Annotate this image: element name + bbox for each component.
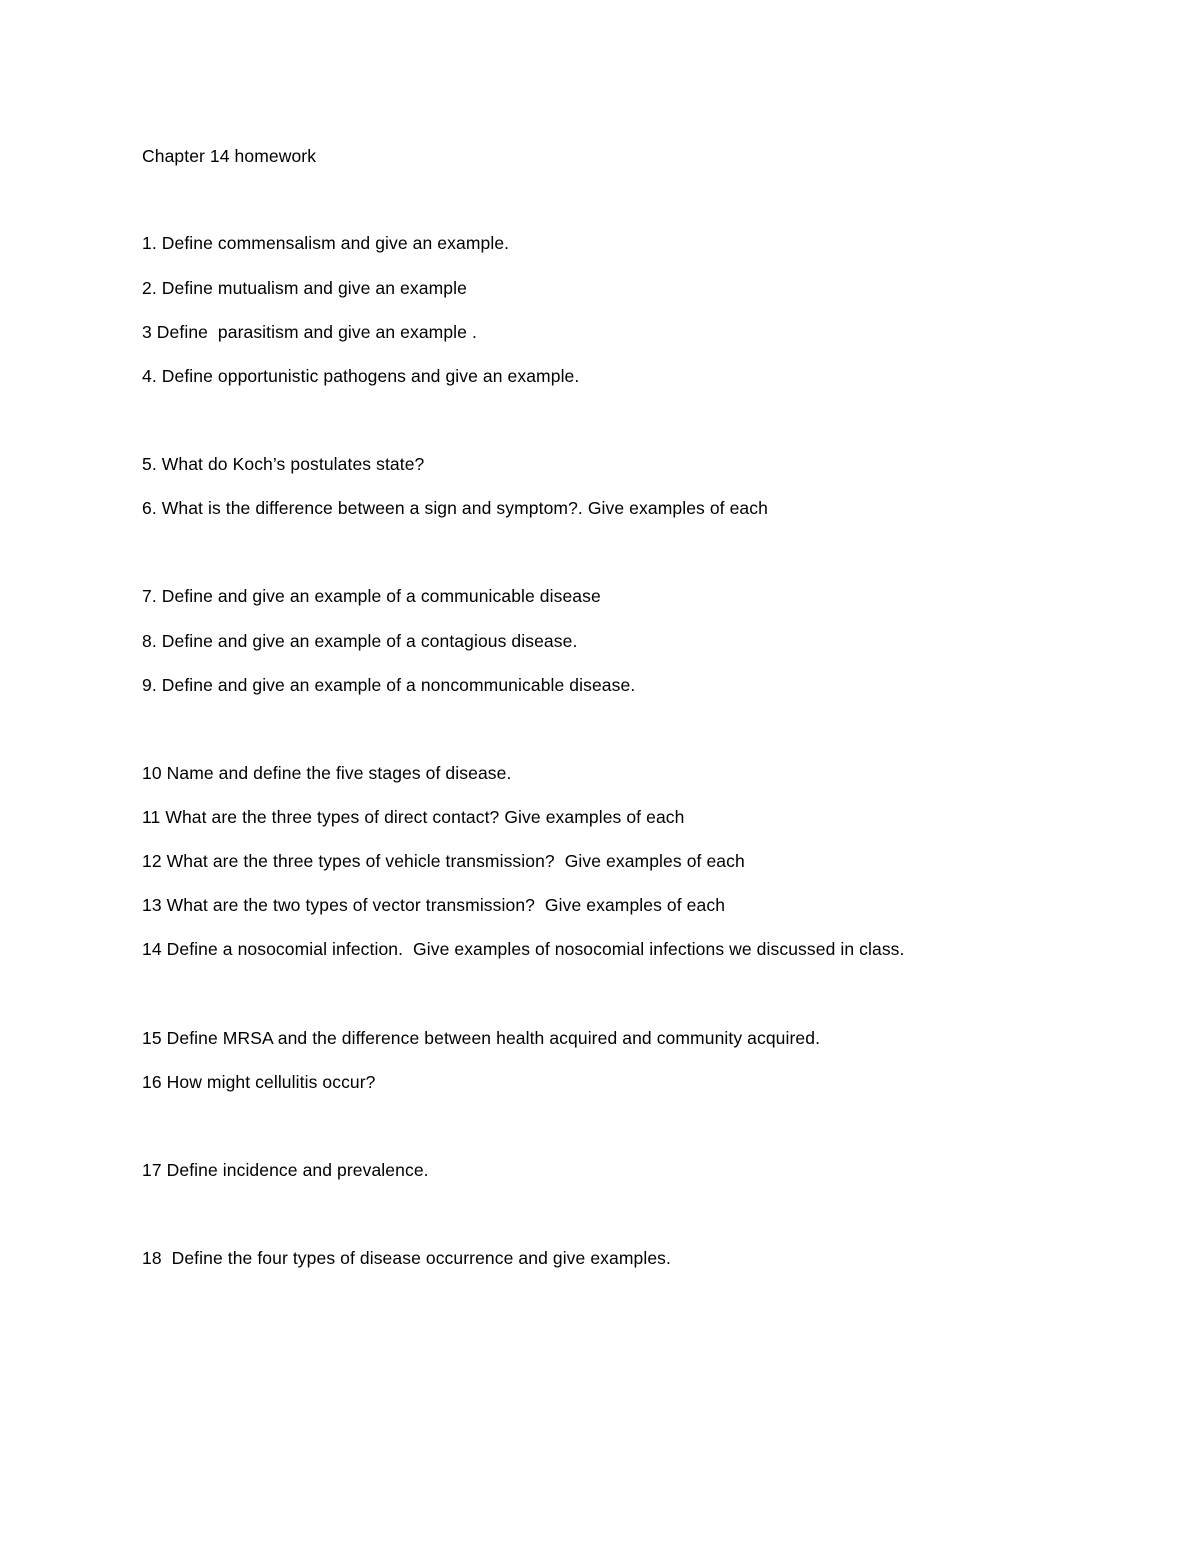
question-item: 1. Define commensalism and give an example. [142,233,510,253]
question-item: 10 Name and define the five stages of disease. [142,763,512,783]
question-item: 3 Define parasitism and give an example . [142,322,477,342]
question-item: 13 What are the two types of vector transmission? Give examples of each [142,895,726,915]
question-item: 11 What are the three types of direct contact? Give examples of each [142,807,685,827]
document-title: Chapter 14 homework [142,146,317,166]
question-item: 18 Define the four types of disease occurrence and give examples. [142,1248,671,1268]
question-item: 9. Define and give an example of a noncommunicable disease. [142,675,636,695]
question-item: 4. Define opportunistic pathogens and give an example. [142,366,580,386]
question-item: 17 Define incidence and prevalence. [142,1160,429,1180]
question-item: 6. What is the difference between a sign and symptom?. Give examples of each [142,498,768,518]
question-item: 12 What are the three types of vehicle transmission? Give examples of each [142,851,745,871]
question-item: 15 Define MRSA and the difference between health acquired and community acquired. [142,1028,821,1048]
question-item: 2. Define mutualism and give an example [142,278,467,298]
question-item: 16 How might cellulitis occur? [142,1072,376,1092]
question-item: 8. Define and give an example of a contagious disease. [142,631,578,651]
question-item: 7. Define and give an example of a communicable disease [142,586,601,606]
question-item: 14 Define a nosocomial infection. Give examples of nosocomial infections we discussed in class. [142,939,905,959]
question-item: 5. What do Koch’s postulates state? [142,454,425,474]
